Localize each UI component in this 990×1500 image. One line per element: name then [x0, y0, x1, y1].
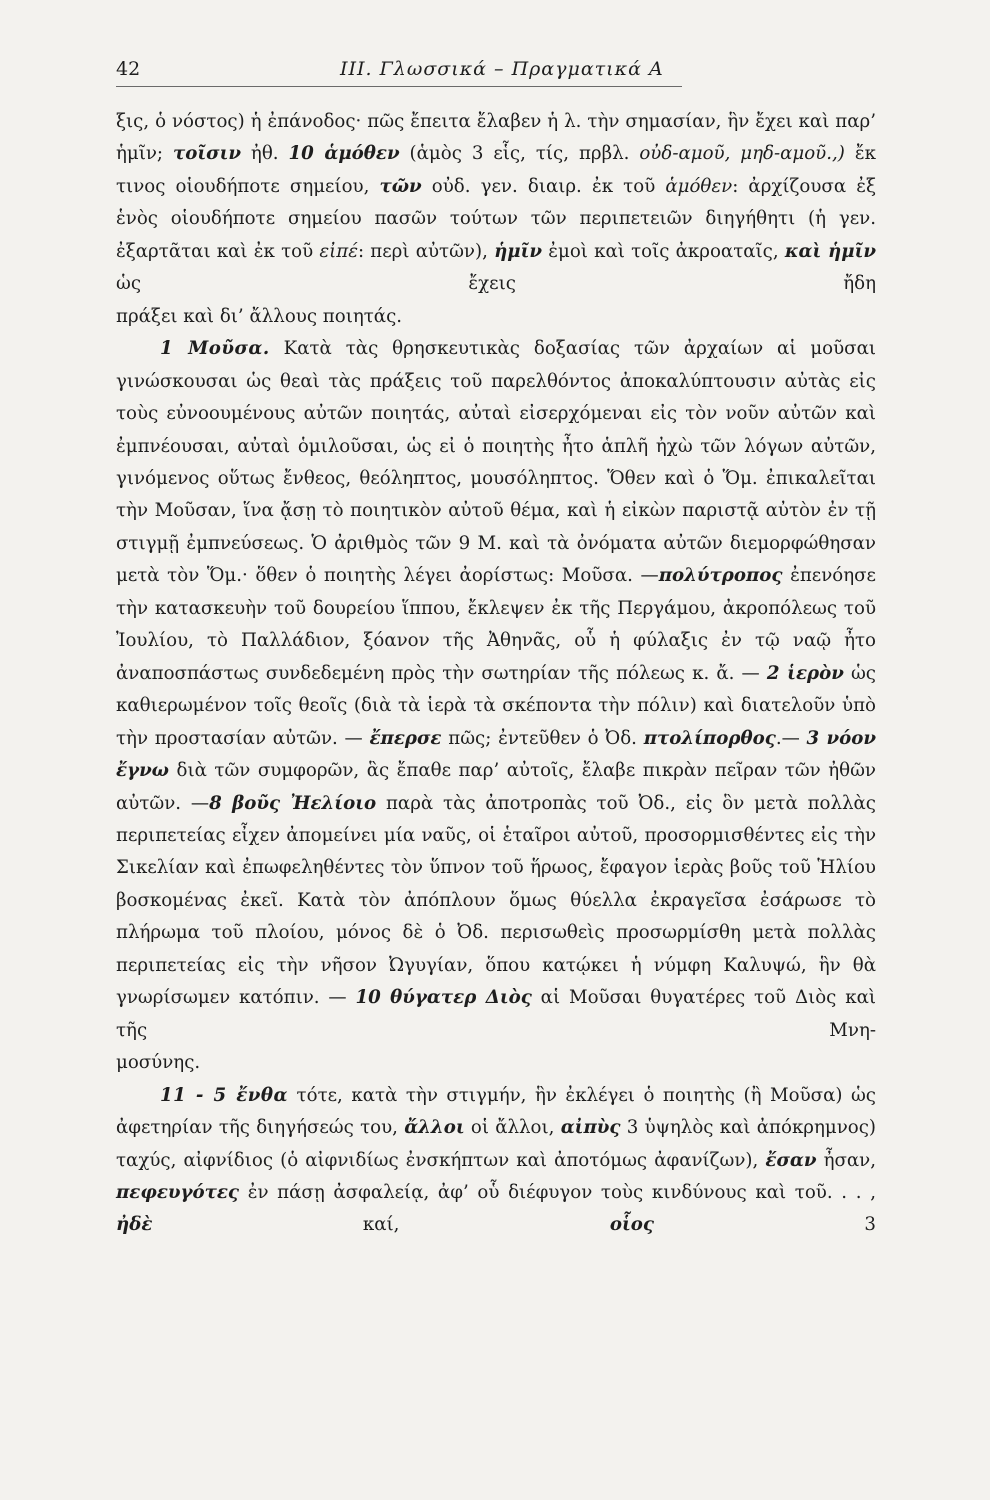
lemma: τῶν	[379, 175, 422, 197]
lemma: 10 θύγατερ Διὸς	[355, 987, 532, 1009]
lemma: πτολίπορθος	[643, 727, 776, 749]
lemma: 1 Μοῦσα.	[160, 338, 270, 360]
lemma: ἔπερσε	[369, 727, 442, 749]
lemma: ἔσαν	[765, 1149, 817, 1171]
lemma: 10 ἁμόθεν	[288, 143, 400, 165]
lemma: 11 - 5 ἔνθα	[160, 1084, 289, 1106]
header-rule	[116, 86, 682, 87]
lemma: 3 νόον ἔγνω	[116, 727, 876, 782]
paragraph-1: ξις, ὁ νόστος) ἡ ἐπάνοδος· πῶς ἔπειτα ἔλαβεν ἡ λ. τὴν σημασίαν, ἣν ἔχει καὶ παρ’ ἡμῖν; τοῖσιν ἠθ. 10 ἁμόθεν (ἁμὸς 3 εἷς, τίς, πρβλ. οὐδ-αμοῦ, μηδ-αμοῦ.,) ἔκ τινος οἱουδήποτε σημείου, τῶν οὐδ. γεν. διαιρ. ἐκ τοῦ ἁμόθεν: ἀρχίζουσα ἐξ ἑνὸς οἱουδήποτε σημείου πασῶν τούτων τῶν περιπετειῶν διηγήθητι (ἡ γεν. ἐξαρτᾶται καὶ ἐκ τοῦ εἰπέ: περὶ αὐτῶν), ἡμῖν ἐμοὶ καὶ τοῖς ἀκροαταῖς, καὶ ἡμῖν ὡς ἔχεις ἤδη πράξει καὶ δι’ ἄλλους ποιητάς.	[116, 111, 876, 327]
commentary-text	[116, 106, 876, 1242]
running-title: ΙΙΙ. Γλωσσικά – Πραγματικά Α	[340, 58, 664, 80]
lemma: ἡμῖν	[494, 240, 543, 262]
lemma: τοῖσιν	[172, 143, 241, 165]
lemma: ἠδὲ	[116, 1214, 153, 1236]
running-header	[116, 58, 876, 84]
lemma: πολύτροπος	[658, 565, 783, 587]
page-number: 42	[116, 58, 141, 80]
lemma: οἷος	[609, 1214, 654, 1236]
lemma: ἄλλοι	[404, 1117, 465, 1139]
lemma: πεφευγότες	[116, 1181, 240, 1203]
lemma: 8 βοῦς Ἠελίοιο	[209, 792, 377, 814]
lemma: αἰπὺς	[560, 1117, 621, 1139]
lemma: καὶ ἡμῖν	[784, 240, 876, 262]
paragraph-2: 1 Μοῦσα. Κατὰ τὰς θρησκευτικὰς δοξασίας τῶν ἀρχαίων αἱ μοῦσαι γινώσκουσαι ὡς θεαὶ τὰς πράξεις τοῦ παρελθόντος ἀποκαλύπτουσιν αὐτὰς εἰς τοὺς εὐνοουμένους αὐτῶν ποιητάς, αὐταὶ εἰσερχόμεναι εἰς τὸν νοῦν αὐτῶν καὶ ἐμπνέουσαι, αὐταὶ ὁμιλοῦσαι, ὡς εἰ ὁ ποιητὴς ἦτο ἁπλῆ ἠχὼ τῶν λόγων αὐτῶν, γινόμενος οὕτως ἔνθεος, θεόληπτος, μουσόληπτος. Ὅθεν καὶ ὁ Ὅμ. ἐπικαλεῖται τὴν Μοῦσαν, ἵνα ᾄσῃ τὸ ποιητικὸν αὐτοῦ θέμα, καὶ ἡ εἰκὼν παριστᾷ αὐτὸν ἐν τῇ στιγμῇ ἐμπνεύσεως. Ὁ ἀριθμὸς τῶν 9 Μ. καὶ τὰ ὀνόματα αὐτῶν διεμορφώθησαν μετὰ τὸν Ὅμ.· ὅθεν ὁ ποιητὴς λέγει ἀορίστως: Μοῦσα. —πολύτροπος ἐπενόησε τὴν κατασκευὴν τοῦ δουρείου ἵππου, ἔκλεψεν ἐκ τῆς Περγάμου, ἀκροπόλεως τοῦ Ἰουλίου, τὸ Παλλάδιον, ξόανον τῆς Ἀθηνᾶς, οὗ ἡ φύλαξις ἐν τῷ ναῷ ἦτο ἀναποσπάστως συνδεδεμένη πρὸς τὴν σωτηρίαν τῆς πόλεως κ. ἄ. — 2 ἱερὸν ὡς καθιερωμένον τοῖς θεοῖς (διὰ τὰ ἱερὰ τὰ σκέποντα τὴν πόλιν) καὶ διατελοῦν ὑπὸ τὴν προστασίαν αὐτῶν. — ἔπερσε πῶς; ἐντεῦθεν ὁ Ὀδ. πτολίπορθος.— 3 νόον ἔγνω διὰ τῶν συμφορῶν, ἃς ἔπαθε παρ’ αὐτοῖς, ἔλαβε πικρὰν πεῖραν τῶν ἠθῶν αὐτῶν. —8 βοῦς Ἠελίοιο παρὰ τὰς ἀποτροπὰς τοῦ Ὀδ., εἰς ὃν μετὰ πολλὰς περιπετείας εἶχεν ἀπομείνει μία ναῦς, οἱ ἑταῖροι αὐτοῦ, προσορμισθέντες εἰς τὴν Σικελίαν καὶ ἐπωφεληθέντες τὸν ὕπνον τοῦ ἥρωος, ἔφαγον ἱερὰς βοῦς τοῦ Ἡλίου βοσκομένας ἐκεῖ. Κατὰ τὸν ἀπόπλουν ὅμως θύελλα ἐκραγεῖσα ἐσάρωσε τὸ πλήρωμα τοῦ πλοίου, μόνος δὲ ὁ Ὀδ. περισωθεὶς προσωρμίσθη μετὰ πολλὰς περιπετείας εἰς τὴν νῆσον Ὠγυγίαν, ὅπου κατῴκει ἡ νύμφη Καλυψώ, ἣν θὰ γνωρίσωμεν κατόπιν. — 10 θύγατερ Διὸς αἱ Μοῦσαι θυγατέρες τοῦ Διὸς καὶ τῆς Μνη- μοσύνης.	[116, 338, 876, 1074]
lemma: 2 ἱερὸν	[766, 662, 844, 684]
paragraph-3: 11 - 5 ἔνθα τότε, κατὰ τὴν στιγμήν, ἣν ἐκλέγει ὁ ποιητὴς (ἢ Μοῦσα) ὡς ἀφετηρίαν τῆς διηγήσεώς του, ἄλλοι οἱ ἄλλοι, αἰπὺς 3 ὑψηλὸς καὶ ἀπόκρημνος) ταχύς, αἰφνίδιος (ὁ αἰφνιδίως ἐνσκήπτων καὶ ἀποτόμως ἀφανίζων), ἔσαν ἦσαν, πεφευγότες ἐν πάσῃ ἀσφαλείᾳ, ἀφ’ οὗ διέφυγον τοὺς κινδύνους καὶ τοῦ. . . , ἠδὲ καί, οἷος 3	[116, 1084, 877, 1236]
